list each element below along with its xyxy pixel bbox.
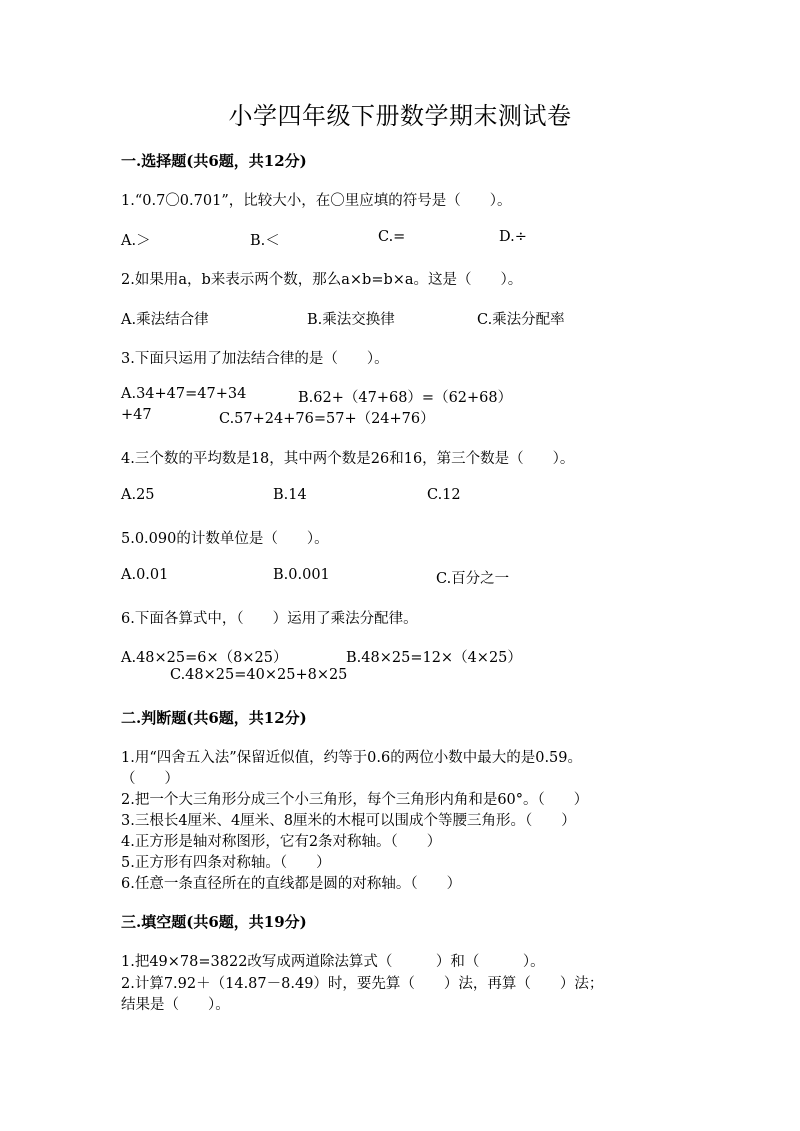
question-4-stem: 4.三个数的平均数是18，其中两个数是26和16，第三个数是（ ）。 — [121, 451, 575, 467]
fill-item-2: 2.计算7.92＋（14.87－8.49）时，要先算（ ）法，再算（ ）法； — [121, 976, 604, 992]
question-6-option-a: A.48×25=6×（8×25） — [121, 650, 288, 666]
section-choice-heading: 一.选择题(共6题，共12分) — [121, 152, 307, 170]
question-5-option-a: A.0.01 — [121, 567, 169, 583]
section-judgement-heading: 二.判断题(共6题，共12分) — [121, 709, 307, 727]
fill-item-2-continued: 结果是（ ）。 — [121, 997, 230, 1013]
judgement-item-6: 6.任意一条直径所在的直线都是圆的对称轴。（ ） — [121, 876, 462, 892]
question-2-option-a: A.乘法结合律 — [121, 312, 209, 328]
question-3-option-b-continued: +47 — [121, 407, 152, 423]
question-3-option-c: C.57+24+76=57+（24+76） — [219, 411, 435, 427]
question-2-option-b: B.乘法交换律 — [307, 312, 395, 328]
question-4-option-a: A.25 — [121, 487, 155, 503]
question-1-option-d: D.÷ — [499, 229, 527, 245]
question-2-option-c: C.乘法分配率 — [477, 312, 565, 328]
judgement-item-1-blank: （ ） — [121, 771, 179, 787]
judgement-item-1: 1.用“四舍五入法”保留近似值，约等于0.6的两位小数中最大的是0.59。 — [121, 750, 583, 766]
fill-item-1: 1.把49×78=3822改写成两道除法算式（ ）和（ ）。 — [121, 954, 545, 970]
question-5-option-c: C.百分之一 — [436, 571, 510, 587]
question-6-option-c: C.48×25=40×25+8×25 — [170, 667, 348, 683]
section-fill-heading: 三.填空题(共6题，共19分) — [121, 913, 307, 931]
judgement-item-3: 3.三根长4厘米、4厘米、8厘米的木棍可以围成个等腰三角形。（ ） — [121, 813, 576, 829]
question-2-stem: 2.如果用a，b来表示两个数，那么a×b=b×a。这是（ ）。 — [121, 272, 523, 288]
exam-title: 小学四年级下册数学期末测试卷 — [228, 102, 572, 130]
judgement-item-5: 5.正方形有四条对称轴。（ ） — [121, 855, 331, 871]
question-1-stem: 1.“0.7〇0.701”，比较大小，在〇里应填的符号是（ ）。 — [121, 193, 512, 209]
question-3-option-a: A.34+47=47+34 — [121, 386, 247, 402]
judgement-item-4: 4.正方形是轴对称图形，它有2条对称轴。（ ） — [121, 834, 442, 850]
question-6-option-b: B.48×25=12×（4×25） — [346, 650, 522, 666]
question-3-stem: 3.下面只运用了加法结合律的是（ ）。 — [121, 351, 389, 367]
question-3-option-b: B.62+（47+68）=（62+68） — [298, 390, 513, 406]
question-1-option-c: C.= — [378, 229, 406, 245]
question-5-option-b: B.0.001 — [273, 567, 330, 583]
question-5-stem: 5.0.090的计数单位是（ ）。 — [121, 531, 329, 547]
question-6-stem: 6.下面各算式中，（ ）运用了乘法分配律。 — [121, 611, 418, 627]
judgement-item-2: 2.把一个大三角形分成三个小三角形，每个三角形内角和是60°。（ ） — [121, 792, 589, 808]
question-4-option-b: B.14 — [273, 487, 307, 503]
question-1-option-a: A.＞ — [121, 233, 151, 249]
question-4-option-c: C.12 — [427, 487, 461, 503]
question-1-option-b: B.＜ — [250, 233, 280, 249]
